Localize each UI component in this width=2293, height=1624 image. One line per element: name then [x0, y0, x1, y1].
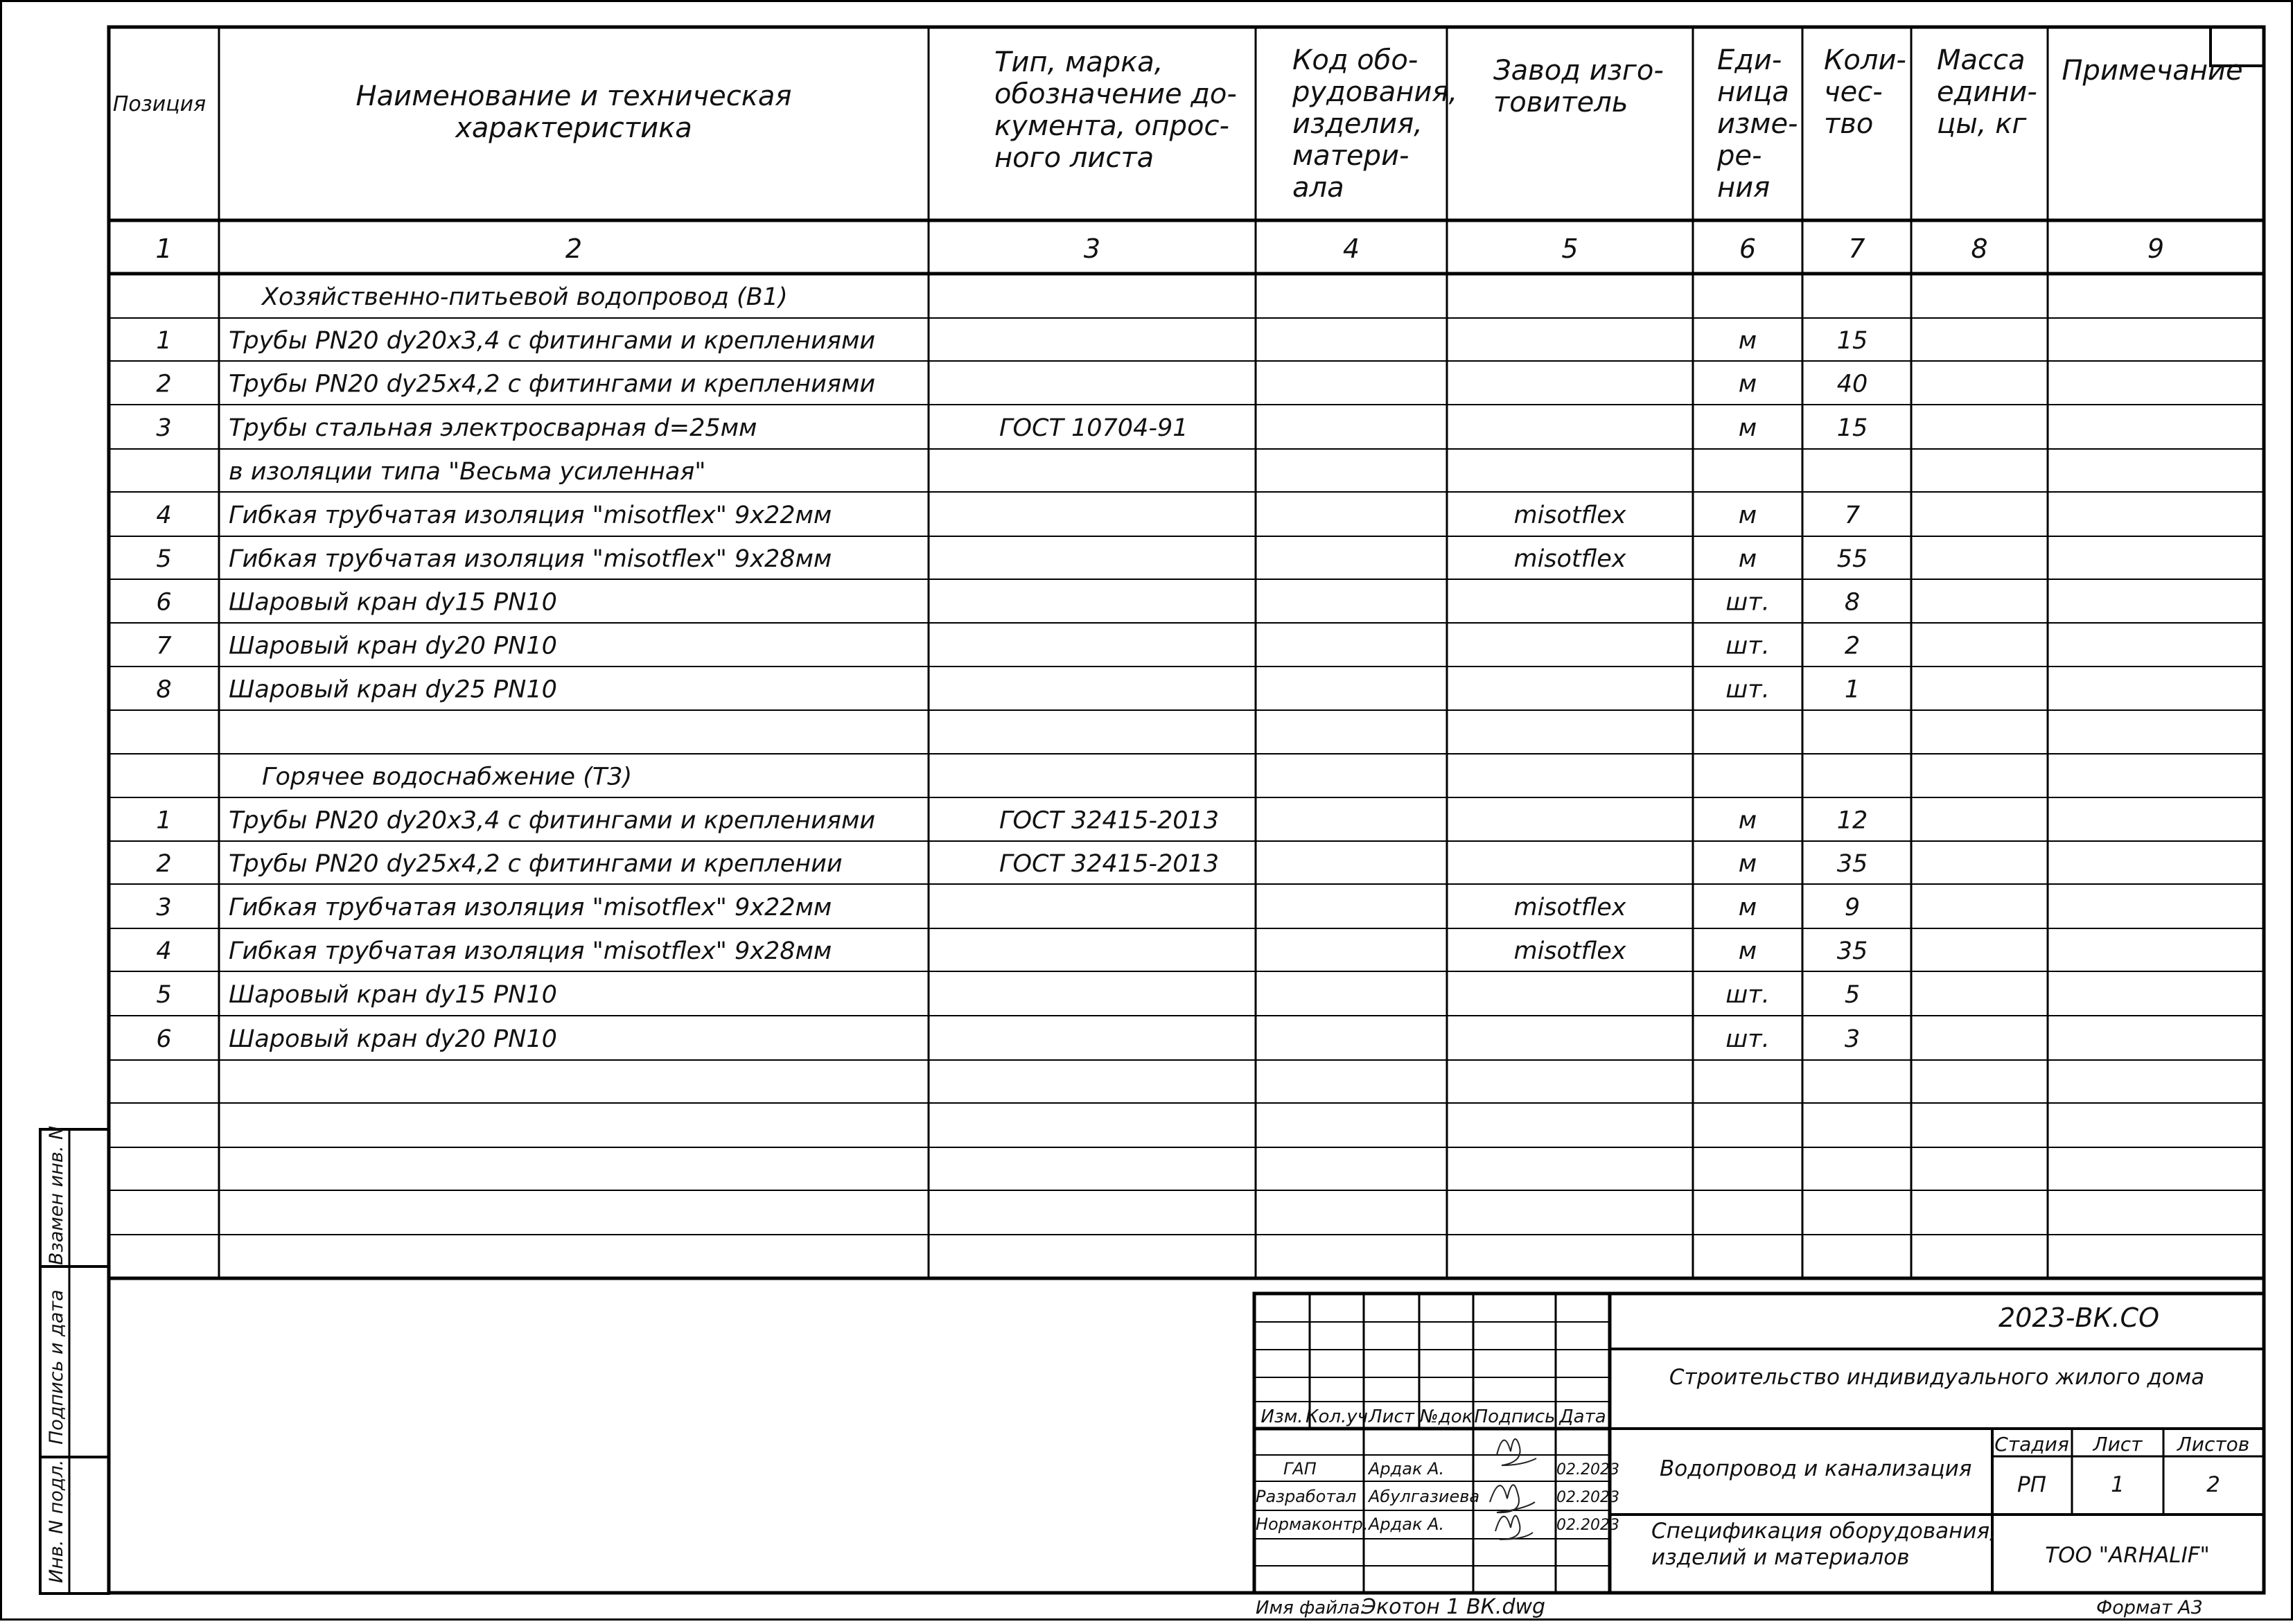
cell-unit: шт.: [1725, 981, 1770, 1009]
cell-maker: misotflex: [1513, 545, 1626, 573]
table-rows: [156, 283, 1868, 1053]
cell-position: 1: [156, 327, 172, 355]
cell-qty: 7: [1844, 502, 1861, 529]
cell-qty: 1: [1844, 676, 1861, 704]
signatory-name: Ардак А.: [1369, 1515, 1445, 1534]
cell-position: 1: [156, 806, 172, 835]
cell-name: Шаровый кран dy15 PN10: [229, 981, 557, 1009]
cell-name: Шаровый кран dy25 PN10: [229, 676, 557, 704]
cell-name: Трубы PN20 dy25x4,2 с фитингами и креплениями: [229, 370, 876, 398]
signature-marks: [1490, 1439, 1536, 1539]
table-row: [156, 633, 1860, 660]
cell-unit: шт.: [1725, 588, 1770, 617]
cell-maker: misotflex: [1513, 502, 1626, 529]
table-row: [261, 283, 788, 311]
cell-qty: 15: [1836, 327, 1868, 355]
column-number: 7: [1848, 233, 1865, 264]
header-col3: Тип, марка, обозначение до-кумента, опрос-ного листа: [994, 46, 1237, 174]
signatory-name: Абулгазиева: [1369, 1487, 1480, 1506]
column-number: 4: [1342, 233, 1360, 264]
table-row: [156, 850, 1868, 878]
cell-name: Трубы PN20 dy20x3,4 с фитингами и креплениями: [229, 806, 876, 835]
cell-position: 6: [156, 588, 172, 617]
signatory-row: [1256, 1515, 1619, 1534]
drawing-code: 2023-ВК.СО: [1998, 1303, 2159, 1333]
title-block-text: [1256, 1303, 2249, 1570]
signatory-name: Ардак А.: [1369, 1459, 1445, 1479]
cell-unit: м: [1738, 327, 1757, 355]
cell-qty: 35: [1836, 850, 1868, 878]
cell-position: 5: [156, 545, 172, 573]
table-row: [156, 676, 1860, 704]
table-row: [262, 764, 632, 791]
table-header: [113, 44, 2243, 204]
cell-position: 7: [156, 632, 172, 660]
cell-position: 6: [156, 1025, 172, 1053]
cell-name: Шаровый кран dy20 PN10: [229, 1025, 557, 1053]
table-row: [229, 458, 705, 486]
signatories: [1256, 1459, 1619, 1534]
cell-unit: м: [1738, 937, 1757, 965]
section-name: Водопровод и канализация: [1660, 1456, 1972, 1481]
file-label: Имя файла:: [1256, 1598, 1367, 1618]
cell-unit: м: [1738, 806, 1757, 835]
stage-label: Стадия: [1994, 1433, 2069, 1456]
doc-title-line1: Спецификация оборудования,: [1651, 1519, 1997, 1544]
cell-qty: 12: [1836, 806, 1868, 835]
column-number: 2: [565, 233, 583, 264]
cell-qty: 15: [1836, 414, 1868, 442]
cell-name: Шаровый кран dy20 PN10: [229, 632, 557, 660]
table-row: [156, 807, 1868, 835]
cell-name: Гибкая трубчатая изоляция "misotflex" 9x22мм: [229, 894, 832, 921]
signatory-role: ГАП: [1283, 1459, 1317, 1479]
cell-qty: 35: [1836, 937, 1868, 965]
cell-qty: 40: [1836, 370, 1868, 398]
cell-position: 3: [156, 894, 172, 921]
cell-name: Гибкая трубчатая изоляция "misotflex" 9x28мм: [229, 545, 832, 573]
column-number: 9: [2147, 233, 2165, 264]
table-row: [156, 981, 1860, 1009]
cell-qty: 9: [1844, 894, 1861, 921]
sheets-label: Листов: [2177, 1433, 2250, 1456]
cell-doc: ГОСТ 32415-2013: [999, 850, 1220, 878]
header-col7: Коли-чес-тво: [1824, 44, 1906, 140]
table-row: [156, 894, 1860, 921]
cell-unit: м: [1738, 894, 1757, 921]
cell-maker: misotflex: [1513, 937, 1626, 965]
header-col4: Код обо-рудования, изделия, матери-ала: [1292, 44, 1458, 204]
cell-qty: 8: [1844, 588, 1861, 617]
table-row: [156, 1025, 1860, 1053]
cell-position: 2: [156, 370, 172, 398]
signatory-row: [1283, 1459, 1619, 1479]
cell-qty: 5: [1844, 981, 1861, 1009]
stamp-inv-podl: Инв. N подл.: [46, 1459, 67, 1583]
revision-header-label: №док: [1419, 1406, 1473, 1427]
column-number: 5: [1561, 233, 1579, 264]
cell-name: Трубы PN20 dy20x3,4 с фитингами и креплениями: [229, 327, 876, 355]
signatory-row: [1256, 1487, 1619, 1506]
cell-name: в изоляции типа "Весьма усиленная": [229, 458, 706, 486]
table-row: [156, 502, 1860, 529]
cell-doc: ГОСТ 32415-2013: [999, 806, 1220, 835]
header-col6: Еди-ница изме-ре-ния: [1717, 44, 1798, 204]
sheet-label: Лист: [2093, 1433, 2143, 1456]
cell-qty: 55: [1836, 545, 1868, 573]
stamp-podpis: Подпись и дата: [46, 1289, 67, 1445]
header-col8: Масса едини-цы, кг: [1937, 44, 2037, 140]
cell-name: Трубы PN20 dy25x4,2 с фитингами и креплении: [229, 850, 843, 878]
header-col5: Завод изго-товитель: [1493, 55, 1664, 118]
cell-maker: misotflex: [1513, 894, 1626, 921]
revision-header: [1260, 1406, 1606, 1427]
file-name: Экотон 1 ВК.dwg: [1362, 1595, 1546, 1619]
cell-unit: м: [1738, 370, 1757, 398]
revision-header-label: Лист: [1369, 1406, 1414, 1427]
stamp-vzamen: Взамен инв. N: [46, 1125, 67, 1265]
signatory-date: 02.2023: [1556, 1489, 1619, 1506]
revision-header-label: Подпись: [1474, 1406, 1556, 1427]
table-row: [156, 327, 1868, 355]
cell-name: Гибкая трубчатая изоляция "misotflex" 9x28мм: [229, 937, 832, 965]
cell-unit: шт.: [1725, 676, 1770, 704]
company-name: ТОО "ARHALIF": [2045, 1543, 2210, 1568]
cell-unit: м: [1738, 545, 1757, 573]
cell-position: 5: [156, 981, 172, 1009]
cell-position: 8: [156, 676, 172, 704]
cell-name: Гибкая трубчатая изоляция "misotflex" 9x22мм: [229, 502, 832, 529]
cell-position: 4: [156, 502, 172, 529]
cell-name: Шаровый кран dy15 PN10: [229, 588, 557, 617]
cell-name: Хозяйственно-питьевой водопровод (В1): [262, 283, 788, 311]
header-col2: Наименование и техническая характеристика: [355, 80, 792, 144]
cell-unit: м: [1738, 850, 1757, 878]
project-name: Строительство индивидуального жилого дома: [1669, 1365, 2205, 1390]
cell-position: 3: [156, 414, 172, 442]
footer: [1256, 1595, 2203, 1619]
signatory-role: Нормаконтр.: [1256, 1515, 1369, 1534]
signatory-role: Разработал: [1256, 1487, 1357, 1506]
header-col9: Примечание: [2062, 55, 2243, 87]
column-number: 1: [155, 233, 173, 264]
cell-doc: ГОСТ 10704-91: [999, 414, 1188, 442]
cell-position: 2: [156, 850, 172, 878]
revision-header-label: Изм.: [1260, 1406, 1303, 1427]
cell-name: Трубы стальная электросварная d=25мм: [229, 414, 757, 442]
cell-unit: м: [1738, 414, 1757, 442]
column-number: 6: [1739, 233, 1757, 264]
format-label: Формат А3: [2096, 1597, 2203, 1618]
revision-header-label: Кол.уч: [1306, 1406, 1368, 1427]
cell-unit: шт.: [1725, 1025, 1770, 1053]
cell-unit: м: [1738, 502, 1757, 529]
column-numbers-row: [155, 233, 2164, 264]
doc-title-line2: изделий и материалов: [1651, 1545, 1910, 1570]
cell-unit: шт.: [1725, 632, 1770, 660]
header-col1: Позиция: [112, 92, 207, 116]
cell-position: 4: [156, 937, 172, 965]
sheet-value: 1: [2111, 1472, 2125, 1497]
table-row: [156, 545, 1868, 573]
stage-value: РП: [2017, 1472, 2047, 1497]
table-row: [156, 371, 1868, 398]
sheets-value: 2: [2206, 1472, 2220, 1497]
signatory-date: 02.2023: [1556, 1517, 1619, 1534]
table-row: [156, 937, 1868, 965]
column-number: 3: [1083, 233, 1101, 264]
signatory-date: 02.2023: [1556, 1461, 1619, 1479]
cell-name: Горячее водоснабжение (Т3): [262, 763, 633, 791]
cell-qty: 2: [1844, 632, 1861, 660]
column-number: 8: [1971, 233, 1988, 264]
table-row: [156, 589, 1860, 617]
table-row: [156, 414, 1868, 442]
cell-qty: 3: [1844, 1025, 1861, 1053]
revision-header-label: Дата: [1559, 1406, 1606, 1427]
